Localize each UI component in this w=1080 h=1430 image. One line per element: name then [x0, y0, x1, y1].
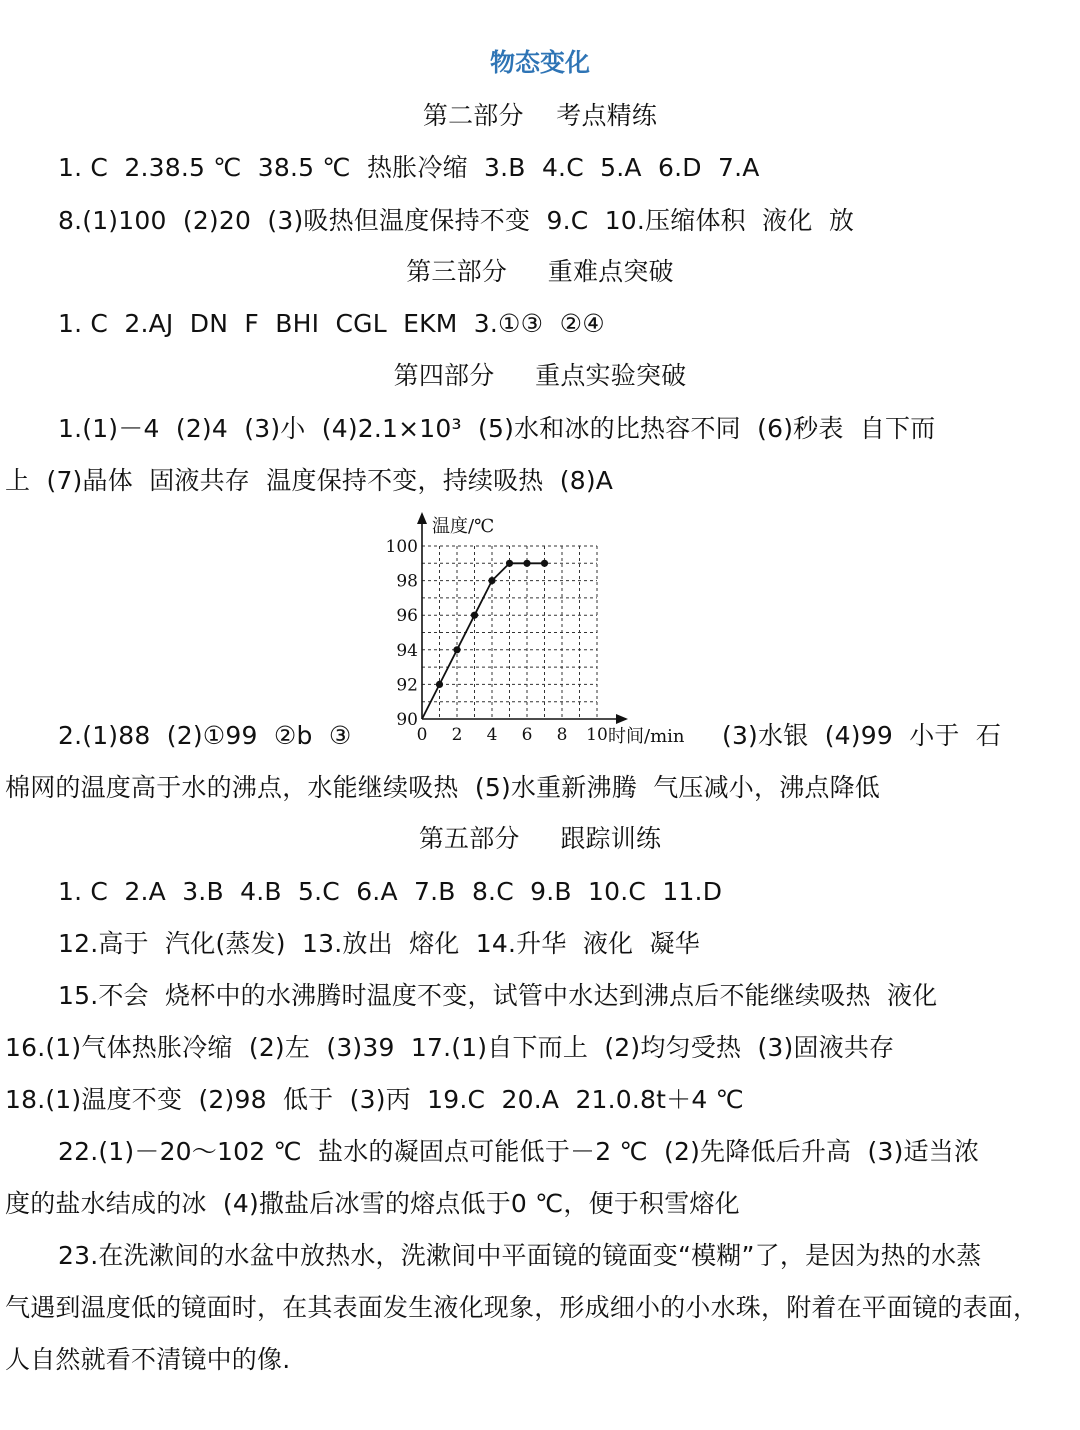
- chart-x-axis-arrow: [616, 714, 628, 724]
- chart-x-tick-label: 6: [521, 725, 533, 745]
- chart-data-point: [488, 577, 495, 584]
- page-title: 物态变化: [489, 48, 590, 77]
- chart-y-tick-label: 100: [385, 537, 418, 557]
- chart-data-point: [471, 612, 478, 619]
- chart-data-point: [453, 646, 460, 653]
- chart-ylabel: 温度/℃: [432, 516, 495, 537]
- chart-x-tick-label: 2: [451, 725, 463, 745]
- answer-line: 1.(1)－4 (2)4 (3)小 (4)2.1×10³ (5)水和冰的比热容不同 (6)秒表 自下而: [58, 414, 936, 443]
- answer-line: (3)水银 (4)99 小于 石: [722, 721, 1002, 750]
- section-heading-part2: 第二部分 考点精练: [422, 101, 658, 130]
- answer-line: 12.高于 汽化(蒸发) 13.放出 熔化 14.升华 液化 凝华: [58, 929, 700, 958]
- chart-data-point: [506, 560, 513, 567]
- answer-line: 18.(1)温度不变 (2)98 低于 (3)丙 19.C 20.A 21.0.8t＋4 ℃: [5, 1085, 744, 1114]
- answer-line: 人自然就看不清镜中的像.: [5, 1345, 291, 1374]
- answer-line: 1. C 2.A 3.B 4.B 5.C 6.A 7.B 8.C 9.B 10.C 11.D: [58, 877, 723, 906]
- answer-line: 22.(1)－20～102 ℃ 盐水的凝固点可能低于－2 ℃ (2)先降低后升高 (3)适当浓: [58, 1137, 980, 1166]
- answer-line: 度的盐水结成的冰 (4)撒盐后冰雪的熔点低于0 ℃，便于积雪熔化: [5, 1189, 740, 1218]
- chart-x-tick-label: 0: [416, 725, 428, 745]
- temperature-time-chart: [385, 508, 706, 748]
- answer-line: 16.(1)气体热胀冷缩 (2)左 (3)39 17.(1)自下而上 (2)均匀受热 (3)固液共存: [5, 1033, 895, 1062]
- chart-axes: [417, 512, 628, 724]
- chart-y-tick-label: 98: [396, 571, 418, 592]
- chart-x-tick-label: 8: [556, 725, 568, 745]
- chart-series-polyline: [422, 563, 545, 719]
- section-heading-part4: 第四部分 重点实验突破: [393, 361, 687, 390]
- chart-grid: [422, 546, 597, 719]
- chart-y-axis-arrow: [417, 512, 427, 524]
- answer-line: 8.(1)100 (2)20 (3)吸热但温度保持不变 9.C 10.压缩体积 液化 放: [58, 206, 855, 235]
- answer-line: 气遇到温度低的镜面时，在其表面发生液化现象，形成细小的小水珠，附着在平面镜的表面，: [5, 1293, 1039, 1322]
- chart-data-point: [436, 681, 443, 688]
- chart-data-point: [523, 560, 530, 567]
- answer-line: 1. C 2.38.5 ℃ 38.5 ℃ 热胀冷缩 3.B 4.C 5.A 6.D 7.A: [58, 153, 760, 182]
- chart-series-line: [422, 563, 545, 719]
- answer-line: 1. C 2.AJ DN F BHI CGL EKM 3.①③ ②④: [58, 309, 605, 338]
- chart-y-tick-label: 90: [396, 710, 418, 730]
- answer-line: 上 (7)晶体 固液共存 温度保持不变，持续吸热 (8)A: [5, 466, 614, 495]
- chart-tick-labels: [386, 537, 608, 745]
- chart-data-point: [541, 560, 548, 567]
- answer-line: 15.不会 烧杯中的水沸腾时温度不变，试管中水达到沸点后不能继续吸热 液化: [58, 981, 938, 1010]
- answer-line: 棉网的温度高于水的沸点，水能继续吸热 (5)水重新沸腾 气压减小，沸点降低: [5, 773, 881, 802]
- answer-line: 2.(1)88 (2)①99 ②b ③: [58, 721, 352, 750]
- answer-line: 23.在洗漱间的水盆中放热水，洗漱间中平面镜的镜面变“模糊”了，是因为热的水蒸: [58, 1241, 982, 1270]
- chart-y-tick-label: 92: [396, 675, 418, 696]
- chart-y-tick-label: 96: [396, 606, 418, 627]
- section-heading-part3: 第三部分 重难点突破: [406, 257, 674, 286]
- chart-xlabel: 时间/min: [608, 726, 685, 747]
- section-heading-part5: 第五部分 跟踪训练: [418, 824, 662, 853]
- chart-y-tick-label: 94: [396, 640, 418, 661]
- chart-x-tick-label: 4: [486, 725, 498, 745]
- chart-x-tick-label: 10: [586, 725, 608, 745]
